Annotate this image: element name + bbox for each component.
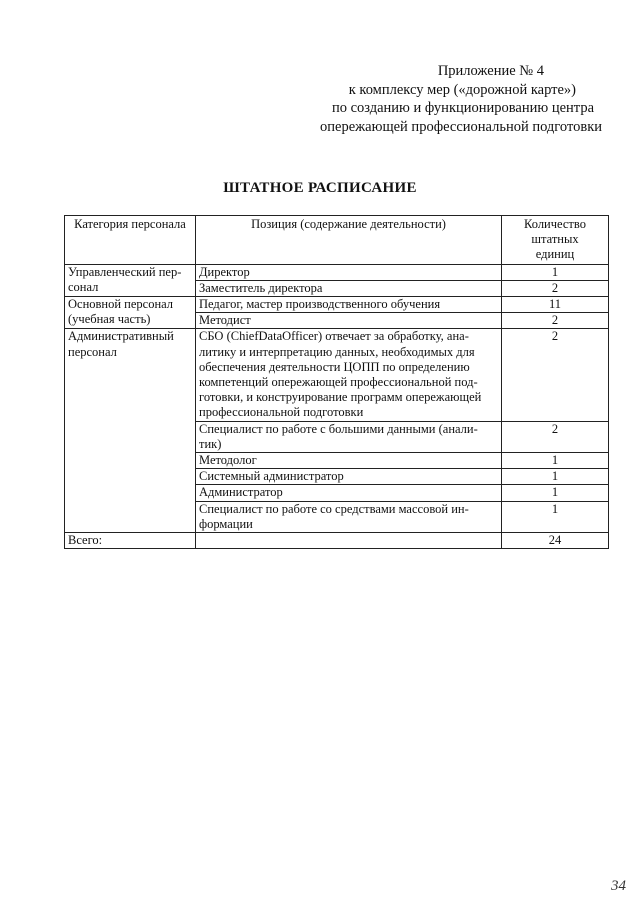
position-cell: Педагог, мастер производственного обучения [196, 297, 502, 313]
count-cell: 11 [502, 297, 609, 313]
position-cell: Методолог [196, 453, 502, 469]
count-cell: 1 [502, 501, 609, 532]
header-count: Количество штатных единиц [502, 216, 609, 265]
count-cell: 1 [502, 469, 609, 485]
position-cell: СБО (ChiefDataOfficer) отвечает за обработку, ана-литику и интерпретацию данных, необходимых для обеспечения деятельности ЦОПП по определению компетенций опережающей профессиональной под-готовки, и конструирование программ опережающей профессиональной подготовки [196, 329, 502, 421]
count-cell: 1 [502, 485, 609, 501]
count-cell: 2 [502, 313, 609, 329]
annex-header [320, 62, 602, 136]
table-row [65, 329, 609, 421]
position-cell: Заместитель директора [196, 280, 502, 296]
count-cell: 2 [502, 329, 609, 421]
annex-title: Приложение № 4 [437, 63, 544, 79]
position-cell: Методист [196, 313, 502, 329]
header-position: Позиция (содержание деятельности) [196, 216, 502, 265]
total-count: 24 [502, 533, 609, 549]
header-category: Категория персонала [65, 216, 196, 265]
table-row [65, 297, 609, 313]
total-row [65, 533, 609, 549]
position-cell: Специалист по работе с большими данными (анали-тик) [196, 421, 502, 452]
count-cell: 1 [502, 264, 609, 280]
count-cell: 2 [502, 280, 609, 296]
count-cell: 1 [502, 453, 609, 469]
position-cell: Системный администратор [196, 469, 502, 485]
table-header-row [65, 216, 609, 265]
category-cell: Основной персонал (учебная часть) [65, 297, 196, 329]
page-number: 34 [611, 878, 626, 894]
total-spacer [196, 533, 502, 549]
position-cell: Директор [196, 264, 502, 280]
total-label: Всего: [65, 533, 196, 549]
table-row [65, 264, 609, 280]
count-cell: 2 [502, 421, 609, 452]
annex-line-1: к комплексу мер («дорожной карте») [348, 81, 576, 98]
category-cell: Административный персонал [65, 329, 196, 533]
category-cell: Управленческий пер-сонал [65, 264, 196, 296]
annex-line-2: по созданию и функционированию центра [331, 100, 594, 116]
position-cell: Специалист по работе со средствами массовой ин-формации [196, 501, 502, 532]
document-title: ШТАТНОЕ РАСПИСАНИЕ [223, 180, 417, 196]
position-cell: Администратор [196, 485, 502, 501]
staffing-table [64, 215, 609, 549]
annex-line-3: опережающей профессиональной подготовки [320, 118, 602, 135]
